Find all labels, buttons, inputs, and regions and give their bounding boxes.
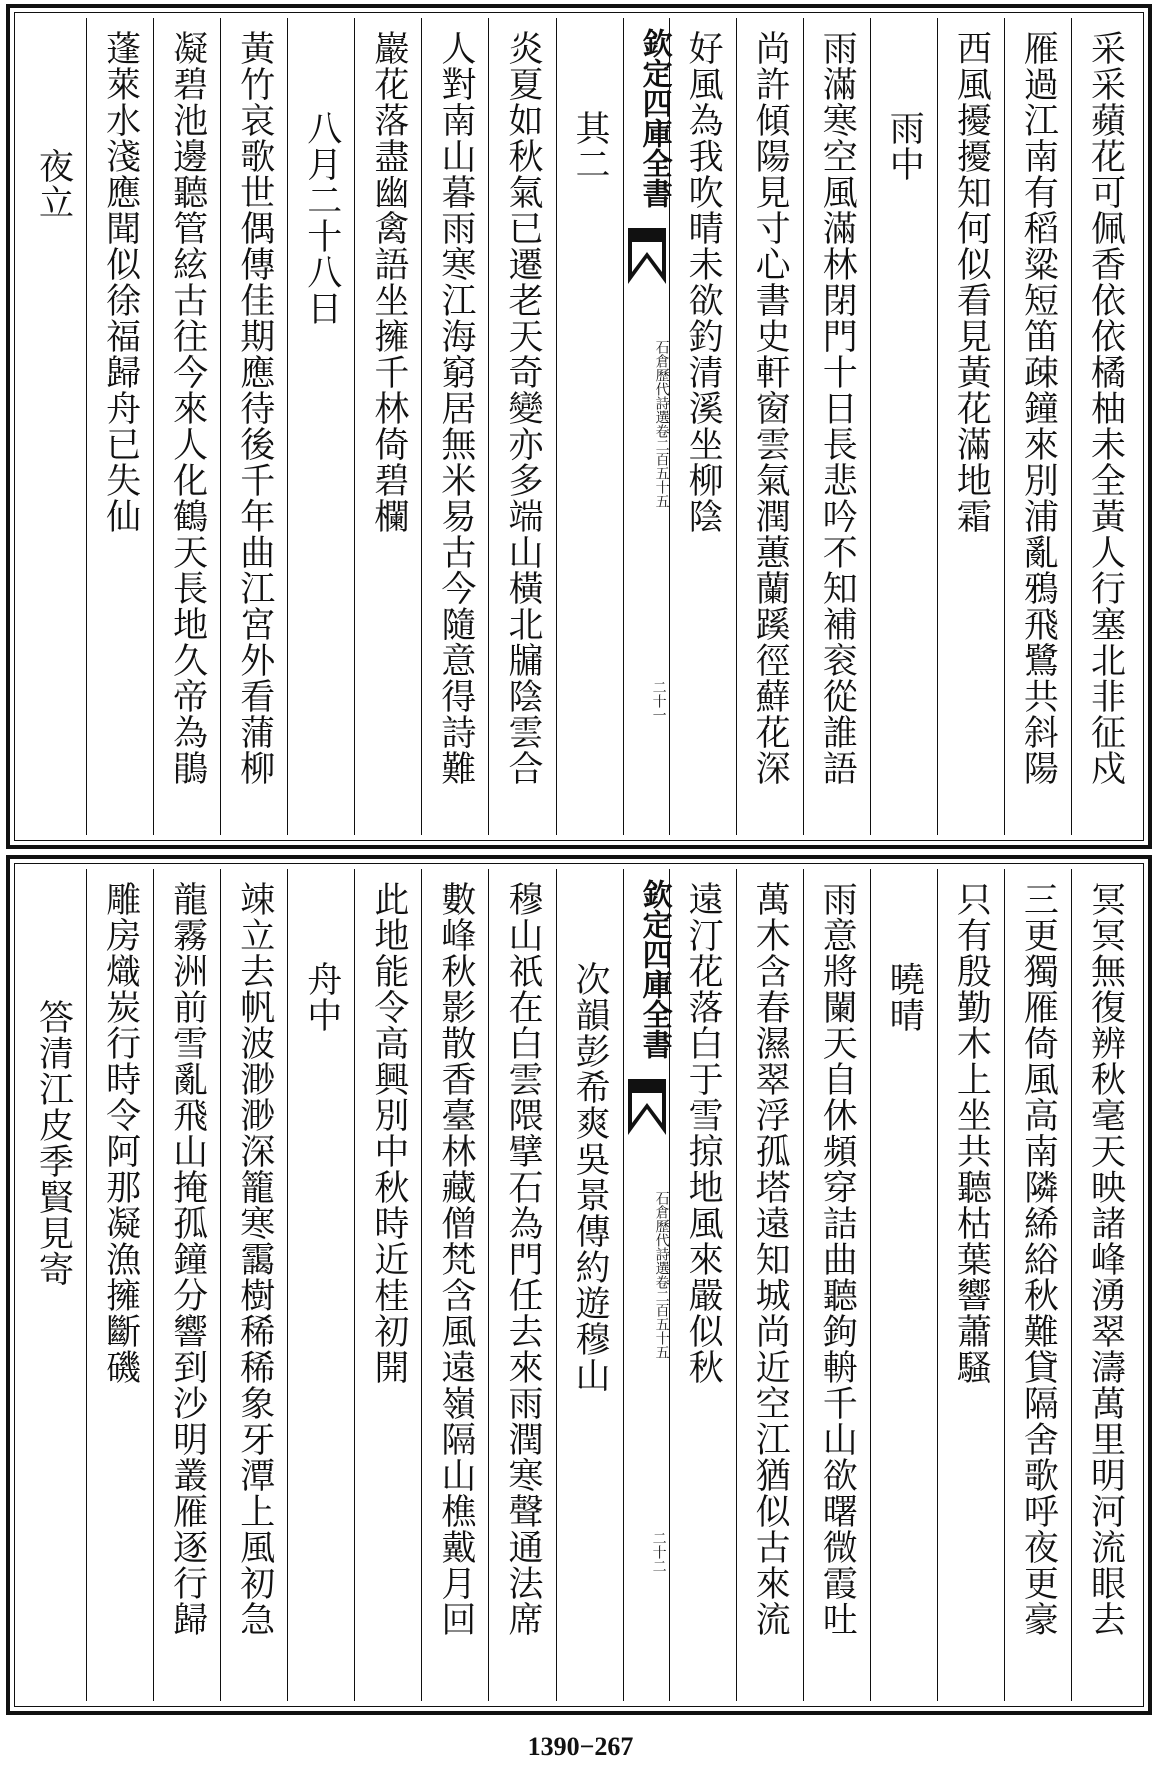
- text-column: [669, 869, 736, 1701]
- text-column: [153, 18, 220, 835]
- poem-line: 雨意將闌天自休頻穿詰曲聽鉤輈千山欲曙微霞吐: [817, 881, 858, 1637]
- poem-line: 巖花落盡幽禽語坐擁千林倚碧欄: [368, 30, 409, 534]
- text-column: [1004, 18, 1071, 835]
- spine-page-number: 二十一: [650, 680, 667, 722]
- fish-tail-mark-icon: [628, 1079, 666, 1135]
- text-column: [669, 18, 736, 835]
- text-column: [1071, 869, 1138, 1701]
- poem-line: 龍霧洲前雪亂飛山掩孤鐘分響到沙明叢雁逐行歸: [167, 881, 208, 1637]
- text-column: [736, 869, 803, 1701]
- text-column: [937, 869, 1004, 1701]
- poem-line: 穆山祇在白雲隈擘石為門任去來雨潤寒聲通法席: [502, 881, 543, 1637]
- text-column: [488, 18, 555, 835]
- spine-page-number: 二十二: [650, 1531, 667, 1573]
- poem-line: 蓬萊水淺應聞似徐福歸舟已失仙: [100, 30, 141, 534]
- text-column: [421, 869, 488, 1701]
- poem-title: 曉晴: [884, 961, 925, 1033]
- text-column: [937, 18, 1004, 835]
- text-column: [1071, 18, 1138, 835]
- fish-tail-mark-icon: [628, 228, 666, 284]
- poem-line: 雁過江南有稻粱短笛疎鐘來別浦亂鴉飛鷺共斜陽: [1018, 30, 1059, 786]
- poem-line: 尚許傾陽見寸心書史軒窗雲氣潤蕙蘭蹊徑蘚花深: [750, 30, 791, 786]
- poem-line: 黃竹哀歌世偶傳佳期應待後千年曲江宮外看蒲柳: [234, 30, 275, 786]
- text-column: [153, 869, 220, 1701]
- poem-line: 凝碧池邊聽管絃古往今來人化鶴天長地久帝為鵑: [167, 30, 208, 786]
- poem-title: 雨中: [884, 110, 925, 182]
- text-column: [803, 18, 870, 835]
- book-spine: [623, 18, 672, 835]
- poem-line: 采采蘋花可佩香依依橘柚未全黃人行塞北非征戍: [1085, 30, 1126, 786]
- text-column: [287, 18, 354, 835]
- spine-title: 欽定四庫全書: [636, 28, 672, 208]
- text-column: [870, 18, 937, 835]
- text-column: [220, 18, 287, 835]
- spine-title: 欽定四庫全書: [636, 879, 672, 1059]
- text-column: [20, 18, 86, 835]
- spine-subtitle: 石倉歷代詩選卷二百五十五: [653, 1191, 670, 1359]
- text-column: [556, 18, 623, 835]
- page-panel-top: [6, 4, 1152, 849]
- poem-line: 萬木含春濕翠浮孤塔遠知城尚近空江猶似古來流: [750, 881, 791, 1637]
- poem-line: 雕房熾炭行時令阿那凝漁擁斷磯: [100, 881, 141, 1385]
- poem-line: 此地能令高興別中秋時近桂初開: [368, 881, 409, 1385]
- book-spine: [623, 869, 672, 1701]
- text-column: [803, 869, 870, 1701]
- text-column: [354, 869, 421, 1701]
- text-column: [86, 869, 153, 1701]
- poem-title: 舟中: [301, 961, 342, 1033]
- poem-line: 遠汀花落白于雪掠地風來嚴似秋: [683, 881, 724, 1385]
- poem-line: 西風擾擾知何似看見黃花滿地霜: [951, 30, 992, 534]
- column-grid: [20, 18, 1138, 835]
- poem-title: 其二: [570, 110, 611, 182]
- text-column: [354, 18, 421, 835]
- poem-title: 夜立: [33, 148, 74, 220]
- poem-line: 雨滿寒空風滿林閉門十日長悲吟不知補衮從誰語: [817, 30, 858, 786]
- text-column: [287, 869, 354, 1701]
- text-column: [736, 18, 803, 835]
- page-footer-number: 1390−267: [527, 1732, 634, 1761]
- poem-line: 只有殷勤木上坐共聽枯葉響蕭騷: [951, 881, 992, 1385]
- text-column: [870, 869, 937, 1701]
- text-column: [20, 869, 86, 1701]
- text-column: [556, 869, 623, 1701]
- poem-title: 八月二十八日: [301, 110, 342, 326]
- text-column: [220, 869, 287, 1701]
- poem-title: 次韻彭希爽吳景傳約遊穆山: [570, 961, 611, 1393]
- text-column: [421, 18, 488, 835]
- column-grid: [20, 869, 1138, 1701]
- text-column: [1004, 869, 1071, 1701]
- poem-line: 好風為我吹晴未欲釣清溪坐柳陰: [683, 30, 724, 534]
- text-column: [86, 18, 153, 835]
- text-column: [488, 869, 555, 1701]
- poem-line: 炎夏如秋氣已遷老天奇變亦多端山橫北牖陰雲合: [502, 30, 543, 786]
- poem-title: 答清江皮季賢見寄: [33, 999, 74, 1287]
- poem-line: 三更獨雁倚風高南隣絺綌秋難貸隔舍歌呼夜更豪: [1018, 881, 1059, 1637]
- page-panel-bottom: [6, 855, 1152, 1715]
- poem-line: 竦立去帆波渺渺深籠寒靄樹稀稀象牙潭上風初急: [234, 881, 275, 1637]
- poem-line: 人對南山暮雨寒江海窮居無米易古今隨意得詩難: [435, 30, 476, 786]
- spine-subtitle: 石倉歷代詩選卷二百五十五: [653, 340, 670, 508]
- poem-line: 冥冥無復辨秋毫天映諸峰湧翠濤萬里明河流眼去: [1085, 881, 1126, 1637]
- poem-line: 數峰秋影散香臺林藏僧梵含風遠嶺隔山樵戴月回: [435, 881, 476, 1637]
